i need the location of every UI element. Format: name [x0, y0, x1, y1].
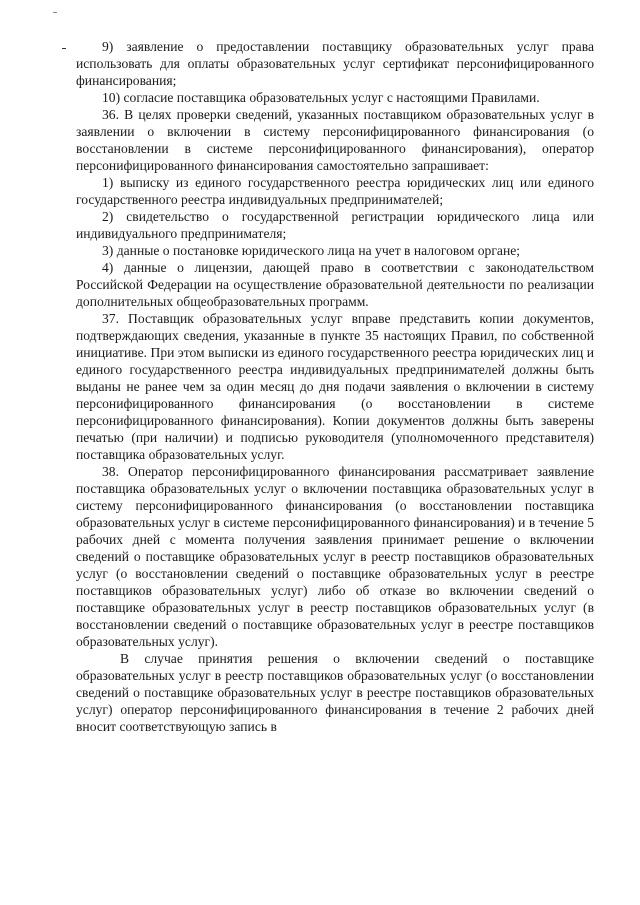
- paragraph-clause-38-cont: В случае принятия решения о включении сведений о поставщике образовательных услуг в реестр поставщиков образовательных услуг (о восстановлении сведений о поставщике образовательных услуг в реестре поставщиков образовательных услуг) оператор персонифицированного финансирования в течение 2 рабочих дней вносит соответствующую запись в: [76, 651, 594, 734]
- paragraph-item-10: 10) согласие поставщика образовательных услуг с настоящими Правилами.: [102, 90, 540, 105]
- paragraph-clause-36: 36. В целях проверки сведений, указанных поставщиком образовательных услуг в заявлении о включении в систему персонифицированного финансирования (о восстановлении в системе персонифицированного финансирования), оператор персонифицированного финансирования самостоятельно запрашивает:: [76, 107, 594, 173]
- paragraph-item-9: 9) заявление о предоставлении поставщику образовательных услуг права использовать для оплаты образовательных услуг сертификат персонифицированного финансирования;: [76, 39, 594, 88]
- paragraph-36-item-2: 2) свидетельство о государственной регистрации юридического лица или индивидуального предпринимателя;: [76, 209, 594, 241]
- paragraph-36-item-4: 4) данные о лицензии, дающей право в соответствии с законодательством Российской Федерации на осуществление образовательной деятельности по реализации дополнительных общеобразовательных программ.: [76, 260, 594, 309]
- paragraph-clause-38: 38. Оператор персонифицированного финансирования рассматривает заявление поставщика образовательных услуг о включении поставщика образовательных услуг в систему персонифицированного финансирования (о восстановлении поставщика образовательных услуг в системе персонифицированного финансирования) и в течение 5 рабочих дней с момента получения заявления принимает решение о включении сведений о поставщике образовательных услуг в реестр поставщиков образовательных услуг (о восстановлении сведений о поставщике образовательных услуг в реестре поставщиков образовательных услуг) либо об отказе во включении сведений о поставщике образовательных услуг в реестр поставщиков образовательных услуг (в восстановлении сведений о поставщике образовательных услуг в реестре поставщиков образовательных услуг).: [76, 464, 594, 649]
- paragraph-36-item-3: 3) данные о постановке юридического лица на учет в налоговом органе;: [102, 243, 521, 258]
- paragraph-36-item-1: 1) выписку из единого государственного реестра юридических лиц или единого государственного реестра индивидуальных предпринимателей;: [76, 175, 594, 207]
- document-body: [76, 38, 594, 735]
- margin-mark: [62, 48, 66, 49]
- scan-mark: [53, 12, 57, 13]
- paragraph-clause-37: 37. Поставщик образовательных услуг вправе представить копии документов, подтверждающих сведения, указанные в пункте 35 настоящих Правил, по собственной инициативе. При этом выписки из единого государственного реестра юридических лиц и единого государственного реестра индивидуальных предпринимателей должны быть выданы не ранее чем за один месяц до дня подачи заявления о включении в систему персонифицированного финансирования (о восстановлении в системе персонифицированного финансирования). Копии документов должны быть заверены печатью (при наличии) и подписью руководителя (уполномоченного представителя) поставщика образовательных услуг.: [76, 311, 594, 462]
